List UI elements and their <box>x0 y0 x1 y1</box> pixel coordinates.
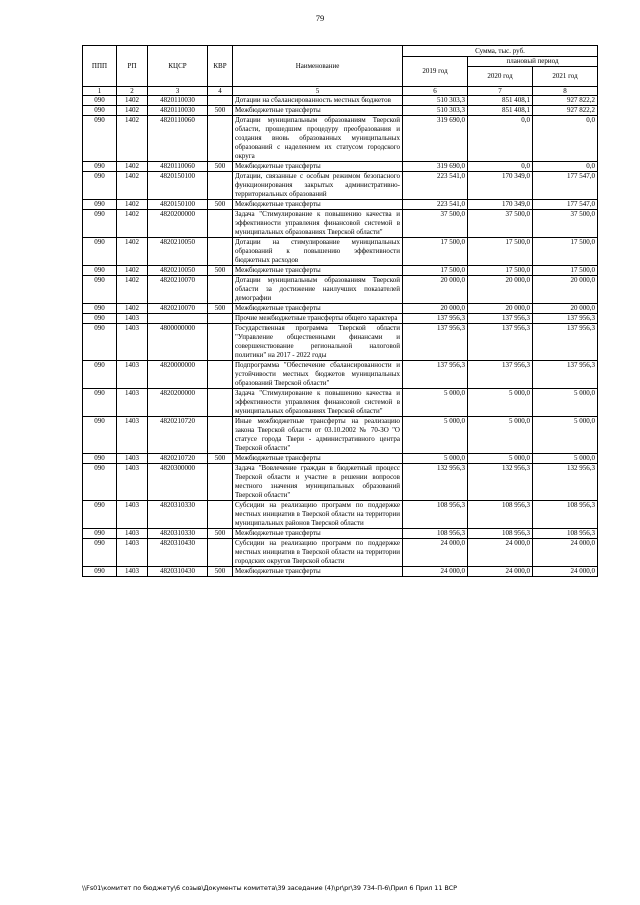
cell-name: Межбюджетные трансферты <box>233 200 403 210</box>
cell-2019: 319 690,0 <box>403 116 468 162</box>
cell-rp: 1403 <box>117 417 148 454</box>
cell-kcsr: 4820110060 <box>148 116 208 162</box>
cell-2021: 137 956,3 <box>533 314 598 324</box>
cell-ppp: 090 <box>83 106 117 116</box>
cell-2021: 24 000,0 <box>533 567 598 577</box>
table-row <box>83 210 598 238</box>
cell-2021: 177 547,0 <box>533 172 598 200</box>
table-row <box>83 389 598 417</box>
cell-kvr <box>208 314 233 324</box>
cell-kvr <box>208 172 233 200</box>
page-number: 79 <box>315 13 325 23</box>
cell-2020: 132 956,3 <box>468 464 533 501</box>
column-number: 2 <box>117 87 148 96</box>
cell-name: Государственная программа Тверской области "Управление общественными финансами и совершенствование региональной налоговой политики" на 2017 - 2022 годы <box>233 324 403 361</box>
table-row <box>83 417 598 454</box>
header-2021: 2021 год <box>533 67 598 87</box>
cell-name: Дотации, связанные с особым режимом безопасного функционирования закрытых административно-территориальных образований <box>233 172 403 200</box>
cell-2020: 0,0 <box>468 162 533 172</box>
cell-name: Межбюджетные трансферты <box>233 106 403 116</box>
cell-ppp: 090 <box>83 454 117 464</box>
cell-ppp: 090 <box>83 324 117 361</box>
column-number: 5 <box>233 87 403 96</box>
cell-kcsr: 4820210070 <box>148 276 208 304</box>
cell-2021: 20 000,0 <box>533 304 598 314</box>
cell-2020: 108 956,3 <box>468 529 533 539</box>
cell-kvr <box>208 501 233 529</box>
cell-kvr <box>208 96 233 106</box>
cell-ppp: 090 <box>83 464 117 501</box>
cell-ppp: 090 <box>83 417 117 454</box>
table-row <box>83 314 598 324</box>
cell-kvr <box>208 464 233 501</box>
cell-name: Субсидии на реализацию программ по поддержке местных инициатив в Тверской области на территории городских округов Тверской области <box>233 539 403 567</box>
cell-rp: 1403 <box>117 324 148 361</box>
cell-2019: 137 956,3 <box>403 314 468 324</box>
cell-kvr: 500 <box>208 106 233 116</box>
cell-name: Прочие межбюджетные трансферты общего характера <box>233 314 403 324</box>
cell-2021: 0,0 <box>533 116 598 162</box>
cell-rp: 1403 <box>117 529 148 539</box>
header-rp: РП <box>117 46 148 87</box>
cell-2020: 137 956,3 <box>468 314 533 324</box>
cell-2020: 0,0 <box>468 116 533 162</box>
cell-name: Субсидии на реализацию программ по поддержке местных инициатив в Тверской области на территории муниципальных районов Тверской области <box>233 501 403 529</box>
cell-2020: 851 408,1 <box>468 106 533 116</box>
cell-2021: 20 000,0 <box>533 276 598 304</box>
cell-rp: 1402 <box>117 238 148 266</box>
cell-ppp: 090 <box>83 238 117 266</box>
cell-kvr: 500 <box>208 454 233 464</box>
cell-rp: 1403 <box>117 361 148 389</box>
cell-2020: 20 000,0 <box>468 276 533 304</box>
cell-2019: 17 500,0 <box>403 238 468 266</box>
cell-2019: 24 000,0 <box>403 539 468 567</box>
header-kvr: КВР <box>208 46 233 87</box>
cell-2020: 851 408,1 <box>468 96 533 106</box>
table-row <box>83 529 598 539</box>
cell-2020: 108 956,3 <box>468 501 533 529</box>
cell-rp: 1403 <box>117 314 148 324</box>
header-2020: 2020 год <box>468 67 533 87</box>
cell-2021: 0,0 <box>533 162 598 172</box>
cell-kcsr: 4820210050 <box>148 238 208 266</box>
cell-2020: 24 000,0 <box>468 567 533 577</box>
table-row <box>83 238 598 266</box>
cell-name: Иные межбюджетные трансферты на реализацию закона Тверской области от 03.10.2002 № 70-ЗО "О статусе города Твери - административного центра Тверской области" <box>233 417 403 454</box>
cell-ppp: 090 <box>83 116 117 162</box>
cell-2019: 108 956,3 <box>403 501 468 529</box>
cell-2019: 510 303,3 <box>403 96 468 106</box>
table-row <box>83 454 598 464</box>
cell-ppp: 090 <box>83 304 117 314</box>
cell-kcsr: 4820310330 <box>148 501 208 529</box>
cell-2021: 927 822,2 <box>533 96 598 106</box>
cell-kcsr: 4820200000 <box>148 210 208 238</box>
cell-kcsr: 4820110060 <box>148 162 208 172</box>
cell-kcsr: 4820210050 <box>148 266 208 276</box>
table-row <box>83 464 598 501</box>
cell-2020: 17 500,0 <box>468 266 533 276</box>
cell-2020: 5 000,0 <box>468 417 533 454</box>
cell-2020: 137 956,3 <box>468 324 533 361</box>
budget-table <box>82 45 598 577</box>
table-row <box>83 96 598 106</box>
cell-rp: 1403 <box>117 464 148 501</box>
cell-rp: 1402 <box>117 200 148 210</box>
cell-rp: 1403 <box>117 539 148 567</box>
cell-kvr <box>208 361 233 389</box>
cell-2021: 108 956,3 <box>533 501 598 529</box>
column-number: 7 <box>468 87 533 96</box>
cell-2021: 24 000,0 <box>533 539 598 567</box>
cell-rp: 1403 <box>117 389 148 417</box>
cell-kcsr: 4820210720 <box>148 454 208 464</box>
table-row <box>83 266 598 276</box>
cell-ppp: 090 <box>83 539 117 567</box>
table-row <box>83 276 598 304</box>
cell-kvr <box>208 417 233 454</box>
cell-kcsr: 4820110030 <box>148 106 208 116</box>
table-row <box>83 172 598 200</box>
cell-kcsr: 4820150100 <box>148 200 208 210</box>
cell-rp: 1403 <box>117 501 148 529</box>
footer-file-path: \\Fs01\комитет по бюджету\6 созыв\Документы комитета\39 заседание (4)\pr\pr\39 734-П-6\Прил 6 Прил 11 ВСР <box>82 884 457 892</box>
cell-2021: 5 000,0 <box>533 417 598 454</box>
cell-ppp: 090 <box>83 200 117 210</box>
table-row <box>83 304 598 314</box>
cell-2019: 24 000,0 <box>403 567 468 577</box>
cell-kvr: 500 <box>208 266 233 276</box>
cell-kvr: 500 <box>208 162 233 172</box>
cell-2021: 137 956,3 <box>533 324 598 361</box>
cell-kcsr: 4800000000 <box>148 324 208 361</box>
cell-2020: 5 000,0 <box>468 454 533 464</box>
table-header <box>83 46 598 96</box>
cell-2020: 137 956,3 <box>468 361 533 389</box>
cell-rp: 1402 <box>117 106 148 116</box>
cell-2019: 37 500,0 <box>403 210 468 238</box>
cell-rp: 1402 <box>117 116 148 162</box>
cell-2019: 132 956,3 <box>403 464 468 501</box>
cell-kvr <box>208 210 233 238</box>
column-number: 6 <box>403 87 468 96</box>
cell-ppp: 090 <box>83 389 117 417</box>
cell-kvr: 500 <box>208 529 233 539</box>
column-number: 8 <box>533 87 598 96</box>
cell-ppp: 090 <box>83 314 117 324</box>
cell-2019: 223 541,0 <box>403 200 468 210</box>
cell-kcsr: 4820300000 <box>148 464 208 501</box>
cell-ppp: 090 <box>83 172 117 200</box>
cell-rp: 1402 <box>117 210 148 238</box>
cell-ppp: 090 <box>83 529 117 539</box>
cell-2021: 5 000,0 <box>533 389 598 417</box>
cell-rp: 1403 <box>117 454 148 464</box>
cell-2019: 20 000,0 <box>403 276 468 304</box>
cell-2019: 108 956,3 <box>403 529 468 539</box>
column-numbers-row <box>83 87 598 96</box>
cell-2021: 37 500,0 <box>533 210 598 238</box>
cell-kcsr: 4820310330 <box>148 529 208 539</box>
table-row <box>83 106 598 116</box>
cell-ppp: 090 <box>83 266 117 276</box>
header-ppp: ППП <box>83 46 117 87</box>
cell-2020: 20 000,0 <box>468 304 533 314</box>
cell-2020: 170 349,0 <box>468 200 533 210</box>
table-row <box>83 567 598 577</box>
cell-rp: 1402 <box>117 172 148 200</box>
cell-name: Межбюджетные трансферты <box>233 567 403 577</box>
cell-rp: 1402 <box>117 276 148 304</box>
cell-rp: 1403 <box>117 567 148 577</box>
cell-2019: 20 000,0 <box>403 304 468 314</box>
cell-kcsr <box>148 314 208 324</box>
cell-name: Дотации на сбалансированность местных бюджетов <box>233 96 403 106</box>
cell-kvr <box>208 539 233 567</box>
cell-2019: 5 000,0 <box>403 454 468 464</box>
cell-name: Задача "Стимулирование к повышению качества и эффективности управления финансовой системой в муниципальных образованиях Тверской области" <box>233 210 403 238</box>
cell-2021: 927 822,2 <box>533 106 598 116</box>
cell-name: Межбюджетные трансферты <box>233 529 403 539</box>
cell-name: Дотации на стимулирование муниципальных образований к повышению эффективности бюджетных расходов <box>233 238 403 266</box>
column-number: 3 <box>148 87 208 96</box>
cell-2019: 223 541,0 <box>403 172 468 200</box>
cell-2020: 37 500,0 <box>468 210 533 238</box>
cell-kvr <box>208 389 233 417</box>
cell-kcsr: 4820110030 <box>148 96 208 106</box>
cell-ppp: 090 <box>83 276 117 304</box>
header-name: Наименование <box>233 46 403 87</box>
cell-2019: 319 690,0 <box>403 162 468 172</box>
cell-2020: 5 000,0 <box>468 389 533 417</box>
cell-kvr: 500 <box>208 304 233 314</box>
cell-ppp: 090 <box>83 162 117 172</box>
cell-2020: 24 000,0 <box>468 539 533 567</box>
cell-kcsr: 4820210070 <box>148 304 208 314</box>
cell-name: Дотации муниципальным образованиям Тверской области за достижение наилучших показателей демографии <box>233 276 403 304</box>
cell-2021: 177 547,0 <box>533 200 598 210</box>
cell-2019: 5 000,0 <box>403 389 468 417</box>
table-row <box>83 501 598 529</box>
cell-name: Дотации муниципальным образованиям Тверской области, прошедшим процедуру преобразования и создания вновь образованных муниципальных образований с наделением их статусом городского округа <box>233 116 403 162</box>
cell-rp: 1402 <box>117 304 148 314</box>
cell-2019: 137 956,3 <box>403 324 468 361</box>
cell-kcsr: 4820310430 <box>148 539 208 567</box>
cell-rp: 1402 <box>117 266 148 276</box>
cell-2021: 132 956,3 <box>533 464 598 501</box>
cell-2019: 137 956,3 <box>403 361 468 389</box>
cell-2021: 17 500,0 <box>533 266 598 276</box>
header-sum: Сумма, тыс. руб. <box>403 46 598 57</box>
cell-kvr <box>208 238 233 266</box>
cell-kvr <box>208 276 233 304</box>
cell-ppp: 090 <box>83 361 117 389</box>
cell-kcsr: 4820210720 <box>148 417 208 454</box>
cell-ppp: 090 <box>83 96 117 106</box>
cell-2019: 17 500,0 <box>403 266 468 276</box>
cell-2021: 108 956,3 <box>533 529 598 539</box>
cell-ppp: 090 <box>83 501 117 529</box>
table-row <box>83 361 598 389</box>
table-row <box>83 200 598 210</box>
cell-2020: 170 349,0 <box>468 172 533 200</box>
cell-name: Межбюджетные трансферты <box>233 454 403 464</box>
header-kcsr: КЦСР <box>148 46 208 87</box>
cell-name: Задача "Вовлечение граждан в бюджетный процесс Тверской области и участие в решении вопросов местного значения муниципальных образований Тверской области" <box>233 464 403 501</box>
column-number: 4 <box>208 87 233 96</box>
cell-2020: 17 500,0 <box>468 238 533 266</box>
cell-2021: 17 500,0 <box>533 238 598 266</box>
header-plan-period: плановый период <box>468 57 598 67</box>
table-row <box>83 116 598 162</box>
cell-kcsr: 4820000000 <box>148 361 208 389</box>
cell-name: Межбюджетные трансферты <box>233 266 403 276</box>
cell-2021: 137 956,3 <box>533 361 598 389</box>
cell-kcsr: 4820310430 <box>148 567 208 577</box>
table-row <box>83 324 598 361</box>
header-2019: 2019 год <box>403 57 468 87</box>
cell-kvr: 500 <box>208 567 233 577</box>
cell-name: Подпрограмма "Обеспечение сбалансированности и устойчивости местных бюджетов муниципальных образований Тверской области" <box>233 361 403 389</box>
table-row <box>83 539 598 567</box>
cell-2019: 5 000,0 <box>403 417 468 454</box>
cell-name: Задача "Стимулирование к повышению качества и эффективности управления финансовой системой в муниципальных образованиях Тверской области" <box>233 389 403 417</box>
cell-ppp: 090 <box>83 567 117 577</box>
cell-kcsr: 4820150100 <box>148 172 208 200</box>
cell-kvr: 500 <box>208 200 233 210</box>
cell-kcsr: 4820200000 <box>148 389 208 417</box>
cell-rp: 1402 <box>117 162 148 172</box>
column-number: 1 <box>83 87 117 96</box>
cell-name: Межбюджетные трансферты <box>233 162 403 172</box>
cell-kvr <box>208 324 233 361</box>
cell-2021: 5 000,0 <box>533 454 598 464</box>
table-body <box>83 96 598 577</box>
cell-name: Межбюджетные трансферты <box>233 304 403 314</box>
cell-ppp: 090 <box>83 210 117 238</box>
cell-2019: 510 303,3 <box>403 106 468 116</box>
cell-kvr <box>208 116 233 162</box>
table-row <box>83 162 598 172</box>
cell-rp: 1402 <box>117 96 148 106</box>
